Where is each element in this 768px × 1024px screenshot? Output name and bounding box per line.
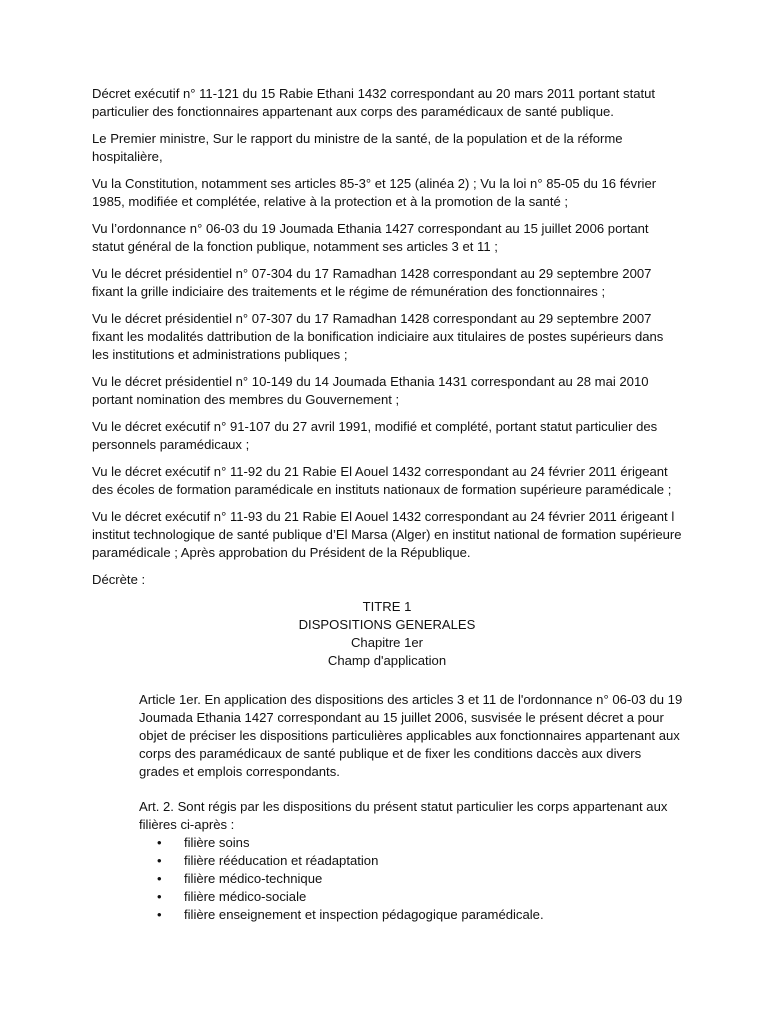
preamble-vu-ordonnance: Vu l’ordonnance n° 06-03 du 19 Joumada Ethania 1427 correspondant au 15 juillet 2006 portant statut général de la fonction publique, notamment ses articles 3 et 11 ; [92, 221, 649, 254]
list-item: • filière médico-technique [157, 871, 323, 886]
bullet-icon: • [157, 889, 162, 904]
preamble-vu-decret-10-149: Vu le décret présidentiel n° 10-149 du 14 Joumada Ethania 1431 correspondant au 28 mai 2010 portant nomination des membres du Gouvernement ; [92, 374, 649, 407]
preamble-vu-decret-11-92: Vu le décret exécutif n° 11-92 du 21 Rabie El Aouel 1432 correspondant au 24 février 2011 érigeant des écoles de formation paramédicale en instituts nationaux de formation supérieure paramédicale ; [92, 464, 672, 497]
section-titles [92, 598, 682, 670]
bullet-icon: • [157, 835, 162, 850]
bullet-icon: • [157, 907, 162, 922]
preamble-vu-decret-11-93: Vu le décret exécutif n° 11-93 du 21 Rabie El Aouel 1432 correspondant au 24 février 2011 érigeant l institut technologique de santé publique d’El Marsa (Alger) en institut national de formation supérieure paramédicale ; Après approbation du Président de la République. [92, 509, 682, 560]
list-item: • filière enseignement et inspection pédagogique paramédicale. [157, 907, 544, 922]
preamble-vu-decret-91-107: Vu le décret exécutif n° 91-107 du 27 avril 1991, modifié et complété, portant statut particulier des personnels paramédicaux ; [92, 419, 658, 452]
preamble-vu-decret-07-307: Vu le décret présidentiel n° 07-307 du 17 Ramadhan 1428 correspondant au 29 septembre 2007 fixant les modalités dattribution de la bonification indiciaire aux titulaires de postes supérieurs dans les institutions et administrations publiques ; [92, 311, 664, 362]
list-item: • filière médico-sociale [157, 889, 307, 904]
decrete-label: Décrète : [92, 572, 146, 587]
preamble-vu-constitution: Vu la Constitution, notamment ses articles 85-3° et 125 (alinéa 2) ; Vu la loi n° 85-05 du 16 février 1985, modifiée et complétée, relative à la protection et à la promotion de la santé ; [92, 176, 657, 209]
decree-title: Décret exécutif n° 11-121 du 15 Rabie Ethani 1432 correspondant au 20 mars 2011 portant statut particulier des fonctionnaires appartenant aux corps des paramédicaux de santé publique. [92, 86, 656, 119]
bullet-icon: • [157, 853, 162, 868]
bullet-icon: • [157, 871, 162, 886]
article-1: Article 1er. En application des dispositions des articles 3 et 11 de l'ordonnance n° 06-03 du 19 Joumada Ethania 1427 correspondant au 15 juillet 2006, susvisée le présent décret a pour objet de préciser les dispositions particulières applicables aux fonctionnaires appartenant aux corps des paramédicaux de santé publique et de fixer les conditions daccès aux divers grades et emplois correspondants. [139, 692, 683, 779]
list-item: • filière rééducation et réadaptation [157, 853, 379, 868]
list-item: • filière soins [157, 835, 250, 850]
chapitre-heading: Chapitre 1er [350, 635, 424, 650]
article-2 [139, 798, 684, 924]
champ-heading: Champ d'application [327, 653, 447, 668]
document-page [92, 85, 682, 924]
preamble-premier-ministre: Le Premier ministre, Sur le rapport du ministre de la santé, de la population et de la réforme hospitalière, [92, 131, 623, 164]
filieres-list [139, 834, 684, 924]
article-2-intro: Art. 2. Sont régis par les dispositions du présent statut particulier les corps appartenant aux filières ci-après : [139, 799, 668, 832]
preamble-vu-decret-07-304: Vu le décret présidentiel n° 07-304 du 17 Ramadhan 1428 correspondant au 29 septembre 2007 fixant la grille indiciaire des traitements et le régime de rémunération des fonctionnaires ; [92, 266, 652, 299]
dispositions-heading: DISPOSITIONS GENERALES [298, 617, 476, 632]
titre-heading: TITRE 1 [362, 599, 412, 614]
